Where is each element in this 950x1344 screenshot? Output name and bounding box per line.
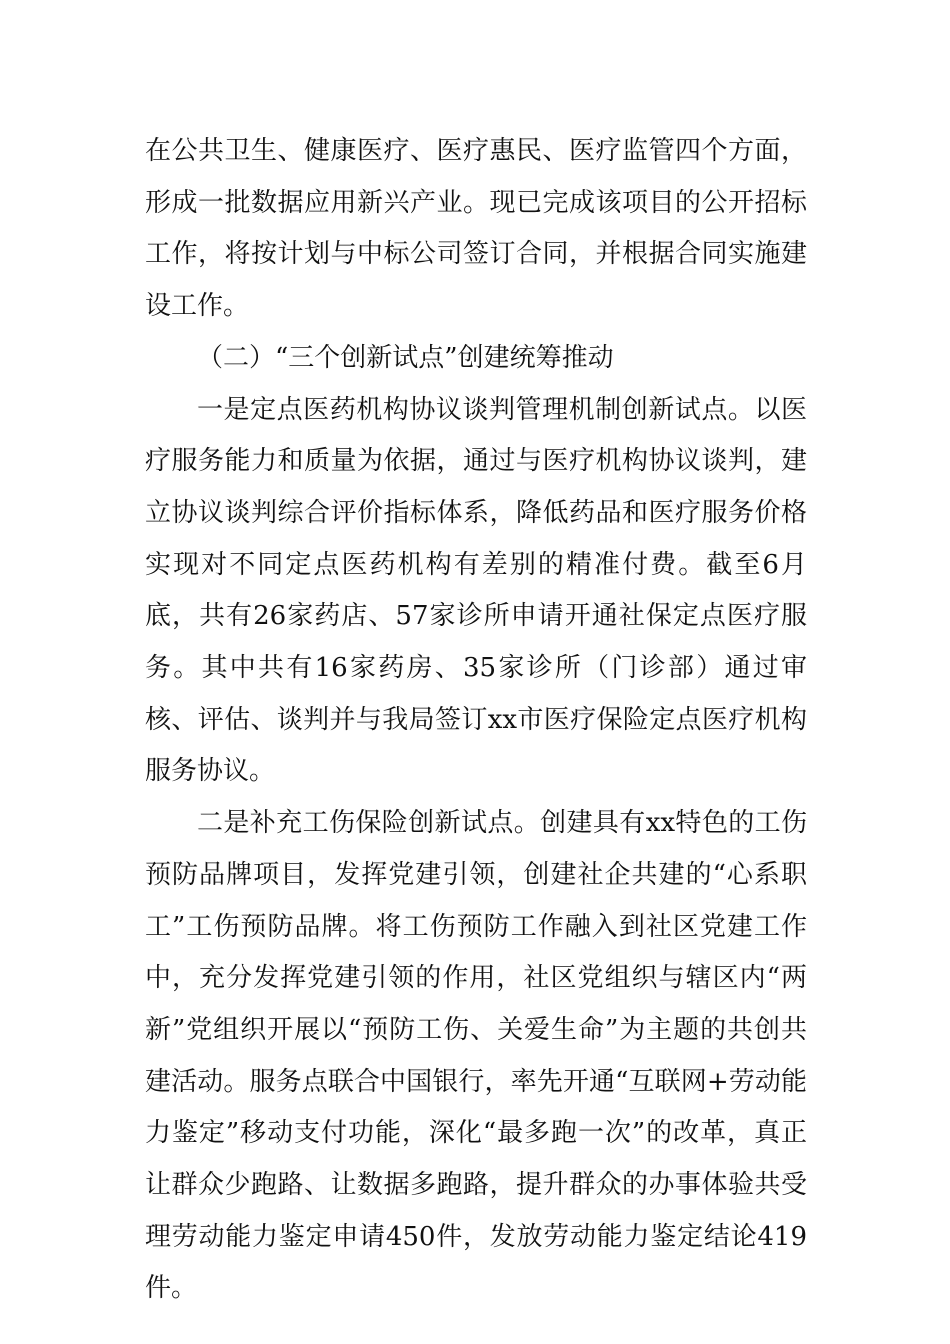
paragraph-medical-negotiation-pilot: 一是定点医药机构协议谈判管理机制创新试点。以医疗服务能力和质量为依据，通过与医疗机构协议谈判，建立协议谈判综合评价指标体系，降低药品和医疗服务价格实现对不同定点医药机构有差别的精准付费。截至6月底，共有26家药店、57家诊所申请开通社保定点医疗服务。其中共有16家药房、35家诊所（门诊部）通过审核、评估、谈判并与我局签订xx市医疗保险定点医疗机构服务协议。 [145, 394, 807, 787]
section-heading-innovation-pilots: （二）“三个创新试点”创建统筹推动 [197, 342, 614, 373]
paragraph-work-injury-insurance-pilot: 二是补充工伤保险创新试点。创建具有xx特色的工伤预防品牌项目，发挥党建引领，创建社企共建的“心系职工”工伤预防品牌。将工伤预防工作融入到社区党建工作中，充分发挥党建引领的作用，社区党组织与辖区内“两新”党组织开展以“预防工伤、关爱生命”为主题的共创共建活动。服务点联合中国银行，率先开通“互联网+劳动能力鉴定”移动支付功能，深化“最多跑一次”的改革，真正让群众少跑路、让数据多跑路，提升群众的办事体验共受理劳动能力鉴定申请450件，发放劳动能力鉴定结论419件。 [145, 808, 807, 1304]
document-body [145, 126, 807, 1315]
paragraph-public-health: 在公共卫生、健康医疗、医疗惠民、医疗监管四个方面，形成一批数据应用新兴产业。现已完成该项目的公开招标工作，将按计划与中标公司签订合同，并根据合同实施建设工作。 [145, 136, 807, 322]
